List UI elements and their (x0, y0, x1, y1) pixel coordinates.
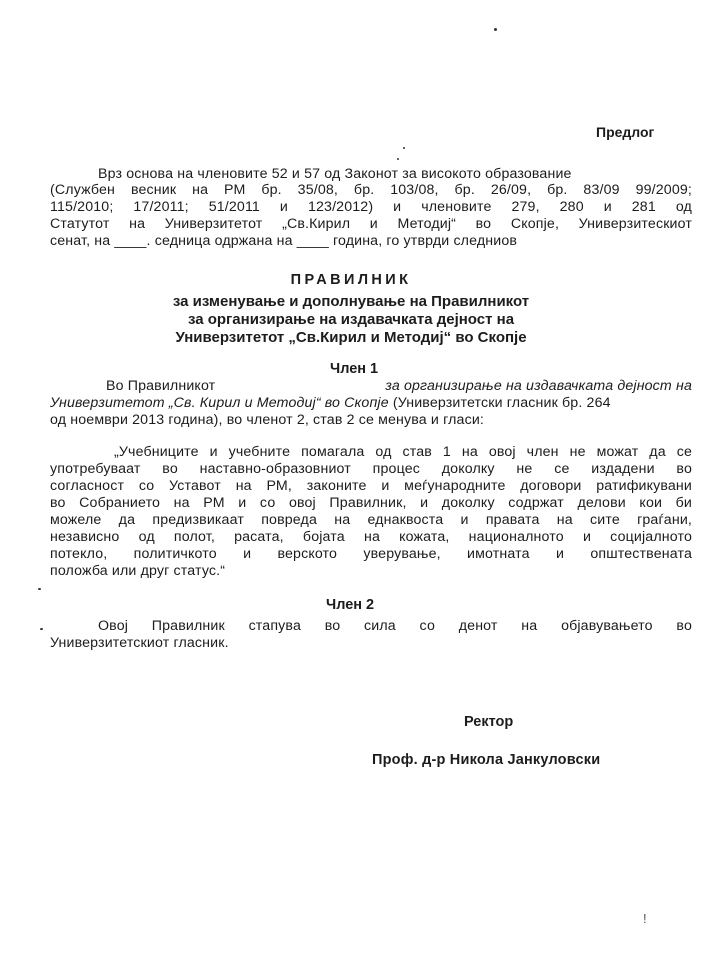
quote-line: положба или друг статус.“ (50, 563, 226, 579)
document-title: ПРАВИЛНИК (290, 272, 412, 288)
quote-line: во Собранието на РМ и со овој Правилник, и доколку содржат делови кои би (50, 495, 692, 511)
quote-line: потекло, политичкото и верското уверување, имотната и општествената (50, 546, 692, 562)
document-subtitle-line: за организирање на издавачката дејност на (187, 311, 515, 328)
article-2-heading: Член 2 (326, 597, 375, 613)
article-2-line: Овој Правилник стапува во сила со денот на објавувањето во (98, 618, 692, 634)
university-name: Универзитетот „Св. Кирил и Методиј“ во Скопје (50, 395, 389, 411)
signatory-name: Проф. д-р Никола Јанкуловски (372, 752, 601, 768)
quote-line: согласност со Уставот на РМ, законите и меѓународните договори ратификувани (50, 478, 692, 494)
article-1-intro-text: Во Правилникот (106, 378, 216, 394)
preamble-line: 115/2010; 17/2011; 51/2011 и 123/2012) и членовите 279, 280 и 281 од (50, 199, 692, 215)
page-mark: ! (643, 911, 647, 926)
quote-line: „Учебниците и учебните помагала од став 1 на овој член не можат да се (114, 444, 692, 460)
article-1-intro-line (106, 378, 692, 395)
preamble-line: Статутот на Универзитетот „Св.Кирил и Методиј“ во Скопје, Универзитескиот (50, 216, 692, 232)
document-subtitle-line: за изменување и дополнување на Правилникот (172, 293, 530, 310)
quote-line: независно од полот, расата, бојата на кожата, националното и социјалното (50, 529, 692, 545)
scan-speck (494, 28, 497, 31)
article-1-intro-line (50, 395, 692, 412)
quote-line: можеле да предизвикаат повреда на еднаквоста и правата на сите граѓани, (50, 512, 692, 528)
preamble-line: Врз основа на членовите 52 и 57 од Законот за високото образование (98, 166, 572, 182)
quote-line: употребуваат во наставно-образовниот процес доколку не се издадени во (50, 461, 692, 477)
proposal-label: Предлог (596, 124, 655, 140)
document-subtitle-line: Универзитетот „Св.Кирил и Методиј“ во Скопје (175, 329, 527, 346)
scan-speck (397, 158, 399, 160)
article-1-heading: Член 1 (330, 361, 379, 377)
article-1-intro-text: (Универзитетски гласник бр. 264 (388, 395, 611, 411)
regulation-name: за организирање на издавачката дејност на (385, 378, 692, 394)
signatory-title: Ректор (464, 714, 514, 730)
scan-speck (40, 628, 43, 630)
preamble-line: (Службен весник на РМ бр. 35/08, бр. 103/08, бр. 26/09, бр. 83/09 99/2009; (50, 182, 692, 198)
article-1-intro-line: од ноември 2013 година), во членот 2, став 2 се менува и гласи: (50, 412, 484, 428)
scan-speck (38, 588, 41, 590)
article-2-line: Универзитетскиот гласник. (50, 635, 229, 651)
scan-speck (403, 147, 405, 149)
preamble-line: сенат, на ____. седница одржана на ____ година, го утврди следниов (50, 233, 518, 249)
